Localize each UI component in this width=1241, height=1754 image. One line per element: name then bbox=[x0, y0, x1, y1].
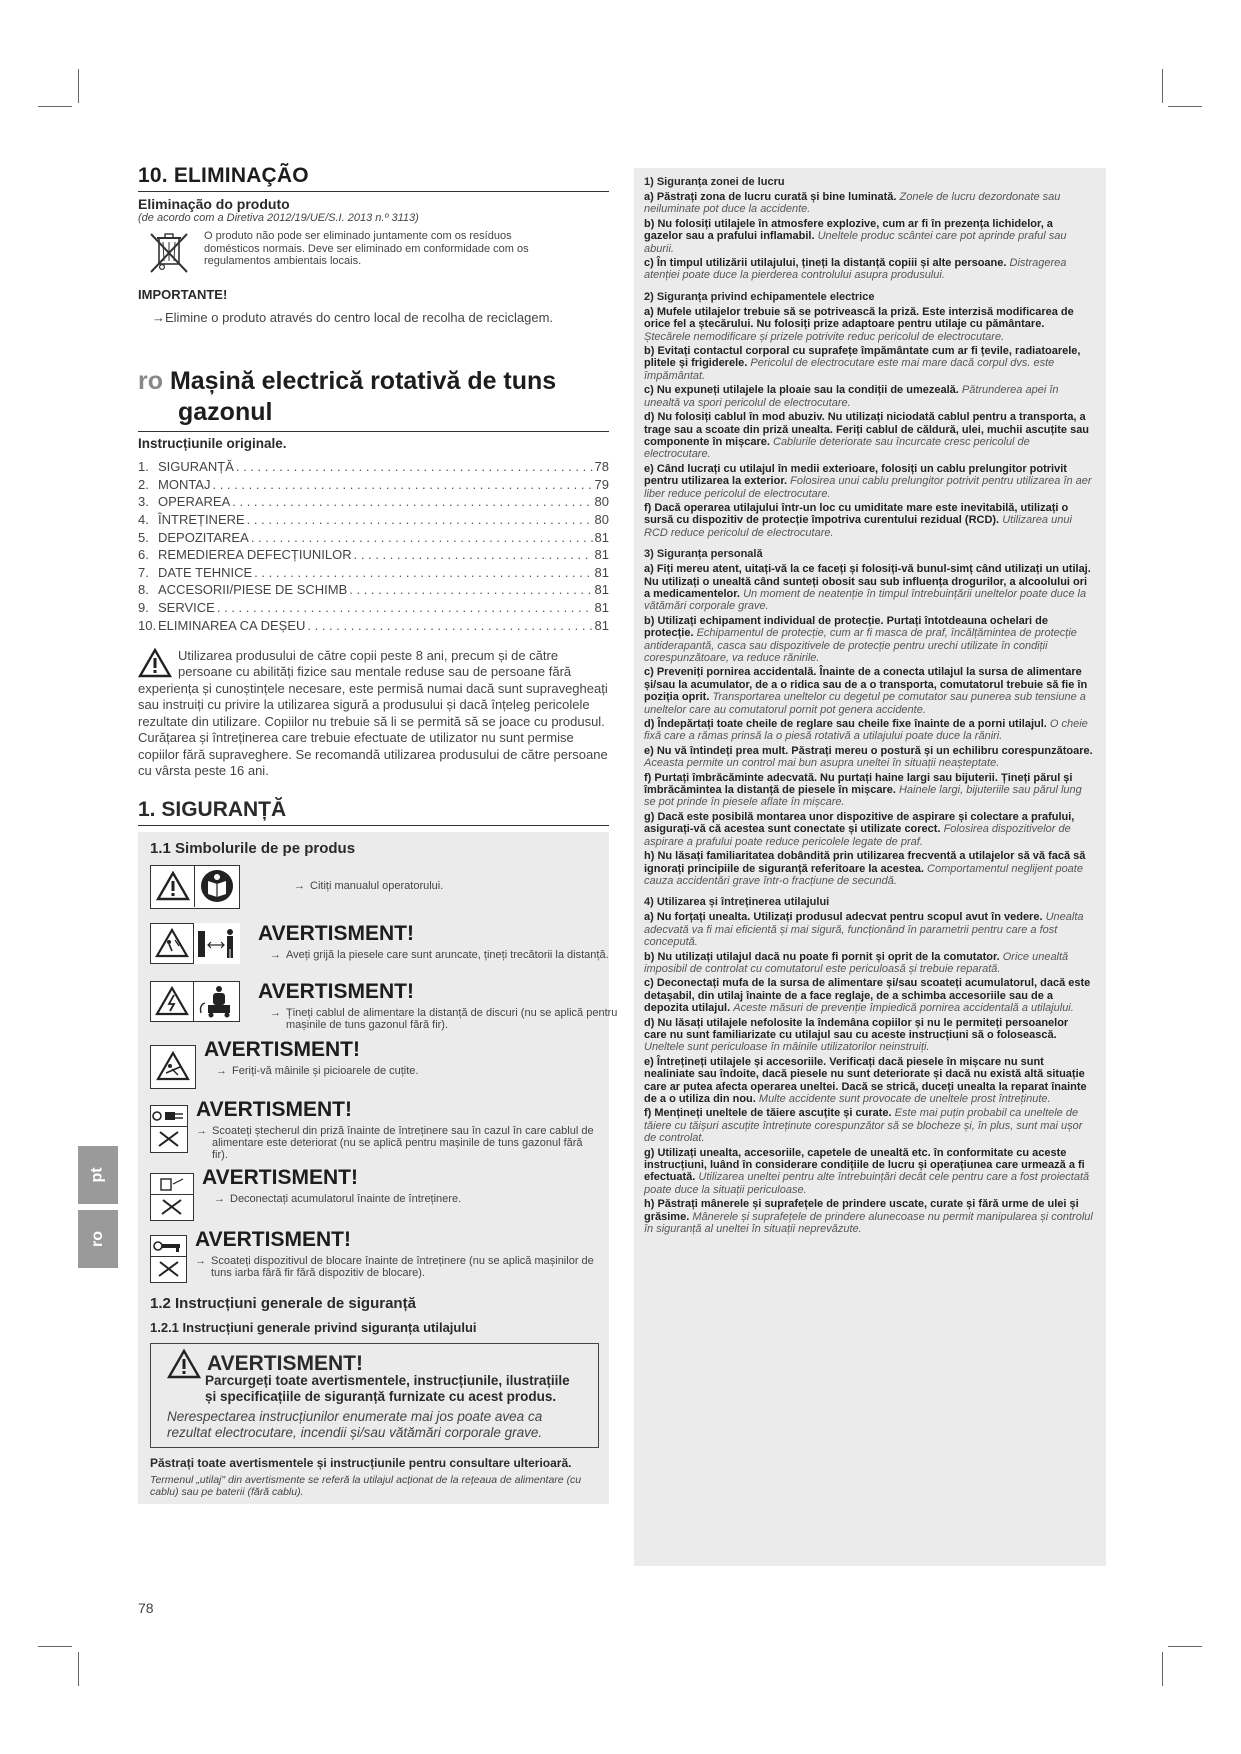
symbol-description: → Deconectați acumulatorul înainte de întreținere. bbox=[214, 1192, 462, 1205]
page-number: 78 bbox=[138, 1600, 154, 1616]
section-heading: 3) Siguranța personală bbox=[644, 548, 763, 561]
avertisment-heading: AVERTISMENT! bbox=[196, 1097, 352, 1121]
rule-paragraph: b) Utilizați echipament individual de protecție. Purtați întotdeauna ochelari de protecție. Echipamentul de protecție, cum ar fi masca de praf, încălțămintea de protecție antiderapantă, casca sau dispozitivele de protecție pentru urechi utilizate în condiții corespunzătoare, va reduce rănirile. bbox=[644, 614, 1077, 664]
rule-paragraph: g) Utilizați unealta, accesoriile, capetele de unealtă etc. în conformitate cu aceste instrucțiuni, luând în considerare condițiile de lucru și operațiunea care urmează a fi efectuată. Utilizarea uneltei pentru alte întrebuințări decât cele pentru care a fost proiectată poate duce la situații periculoase. bbox=[644, 1146, 1090, 1196]
rule-paragraph: a) Fiți mereu atent, uitați-vă la ce faceți și folosiți-vă bunul-simț când utilizați un utilaj. Nu utilizați o unealtă când sunteți obosit sau sub influența drogurilor, a alcoolului ori a medicamentelor. Un moment de neatenție în timpul întrebuințării uneltelor poate duce la vătămări corporale grave. bbox=[644, 563, 1091, 613]
crop-mark bbox=[78, 69, 79, 103]
rule-paragraph: c) Nu expuneți utilajele la ploaie sau la condiții de umezeală. Pătrunderea apei în unealtă va spori pericolul de electrocutare. bbox=[644, 384, 1059, 409]
divider bbox=[138, 431, 609, 432]
crop-mark bbox=[1168, 106, 1202, 107]
symbol-description: → Feriți-vă mâinile și picioarele de cuțite. bbox=[216, 1064, 419, 1077]
toc-item[interactable]: 10. ELIMINAREA CA DEȘEU . . . 81 bbox=[138, 616, 609, 634]
symbol-box bbox=[150, 981, 240, 1025]
crop-mark bbox=[78, 1652, 79, 1686]
toc-item[interactable]: 7. DATE TEHNICE . . . 81 bbox=[138, 564, 609, 582]
crossed-bin-icon bbox=[148, 230, 190, 276]
maintenance-icon bbox=[151, 1194, 193, 1220]
battery-remove-icon bbox=[151, 1174, 193, 1194]
crop-mark bbox=[1162, 69, 1163, 103]
warning-block bbox=[195, 1229, 599, 1279]
table-of-contents bbox=[138, 458, 609, 634]
rule-paragraph: d) Nu folosiți cablul în mod abuziv. Nu utilizați niciodată cablul pentru a transporta, a trage sau a scoate din priză unealta. Feriți cablul de căldură, ulei, muchii ascuțite sau componente în mișcare. Cablurile deteriorate sau încurcate cresc pericolul de electrocutare. bbox=[644, 411, 1090, 461]
crop-mark bbox=[1168, 1646, 1202, 1647]
important-text: →Elimine o produto através do centro local de recolha de reciclagem. bbox=[152, 310, 554, 325]
general-warning-bold: Parcurgeți toate avertismentele, instrucțiunile, ilustrațiile și specificațiile de siguranță furnizate cu acest produs. bbox=[205, 1372, 570, 1404]
child-warning-text: Utilizarea produsului de către copii peste 8 ani, precum și de către persoane cu abilități fizice sau mentale reduse sau de persoane fără experiența și cunoștințele necesare, este permisă numai dacă sunt supravegheați sau instruiți cu privire la utilizarea sigură a produsului și dacă înțeleg pericolele rezultate din utilizare. Copiilor nu trebuie să li se permită să se joace cu produsul. Curățarea și întreținerea care trebuie efectuate de utilizator nu sunt permise copiilor fără supraveghere. Se recomandă utilizarea produsului de către persoane cu vârsta peste 16 ani. bbox=[138, 647, 608, 779]
important-label: IMPORTANTE! bbox=[138, 287, 228, 302]
symbol-box bbox=[150, 923, 240, 967]
symbol-description: → Scoateți dispozitivul de blocare înainte de întreținere (nu se aplică mașinilor de tuns iarba fără fir fără dispozitiv de blocare). bbox=[195, 1254, 594, 1279]
cable-away-icon bbox=[194, 981, 240, 1022]
read-manual-icon bbox=[195, 866, 239, 907]
avertisment-heading: AVERTISMENT! bbox=[202, 1165, 358, 1189]
rule-paragraph: a) Mufele utilajelor trebuie să se potrivească la priză. Este interzisă modificarea de orice fel a ștecărului. Nu folosiți prize adaptoare pentru utilaje cu pământare. Ștecărele nemodificare și prizele potrivite reduc pericolul de electrocutare. bbox=[644, 305, 1074, 343]
symbol-description: → Țineți cablul de alimentare la distanță de discuri (nu se aplică pentru mașinile de tuns gazonul fără fir). bbox=[270, 1006, 618, 1031]
left-column bbox=[138, 164, 618, 1504]
warning-block bbox=[196, 1099, 600, 1161]
warning-triangle-icon bbox=[167, 1349, 201, 1379]
rule-paragraph: f) Mențineți uneltele de tăiere ascuțite și curate. Este mai puțin probabil ca uneltele de tăiere cu tăișuri ascuțite întreținute corespunzător să se blocheze și, în plus, sunt mai ușor de controlat. bbox=[644, 1107, 1083, 1145]
symbol-row bbox=[150, 1037, 599, 1089]
disposal-row bbox=[138, 230, 609, 276]
section-heading: 1) Siguranța zonei de lucru bbox=[644, 176, 785, 188]
symbol-row bbox=[150, 1165, 599, 1221]
symbol-box bbox=[150, 1173, 194, 1221]
keep-instructions: Păstrați toate avertismentele și instrucțiunile pentru consultare ulterioară. bbox=[150, 1455, 572, 1470]
toc-item[interactable]: 8. ACCESORII/PIESE DE SCHIMB . . . 81 bbox=[138, 581, 609, 599]
language-tab-pt[interactable]: pt bbox=[78, 1146, 118, 1204]
title-line-1: Mașină electrică rotativă de tuns bbox=[169, 367, 557, 395]
language-code: ro bbox=[138, 367, 163, 395]
rule-paragraph: a) Păstrați zona de lucru curată și bine luminată. Zonele de lucru dezordonate sau neiluminate pot duce la accidente. bbox=[644, 191, 1061, 216]
rule-paragraph: e) Nu vă întindeți prea mult. Păstrați mereu o postură și un echilibru corespunzătoare. Aceasta permite un control mai bun asupra uneltei în situații neașteptate. bbox=[644, 744, 1093, 770]
symbol-row bbox=[150, 921, 609, 967]
symbol-row bbox=[150, 1227, 599, 1283]
divider bbox=[138, 191, 609, 192]
title-line-2: gazonul bbox=[178, 398, 273, 426]
elimination-subtitle: Eliminação do produto bbox=[138, 196, 290, 212]
rule-paragraph: h) Nu lăsați familiaritatea dobândită prin utilizarea frecventă a utilajelor să vă facă să ignorați principiile de siguranță referitoare la acestea. Comportamentul neglijent poate cauza accidentări grave într-o fracțiune de secundă. bbox=[644, 850, 1086, 887]
rule-paragraph: d) Nu lăsați utilajele nefolosite la îndemâna copiilor și nu le permiteți persoanelor care nu sunt familiarizate cu utilajul sau cu aceste instrucțiuni să o folosească. Uneltele sunt periculoase în mâinile utilizatorilor neinstruiți. bbox=[644, 1016, 1069, 1054]
avertisment-heading: AVERTISMENT! bbox=[195, 1227, 351, 1251]
disposal-text: O produto não pode ser eliminado juntamente com os resíduos domésticos normais. Deve ser eliminado em conformidade com os regulamentos ambientais locais. bbox=[204, 230, 529, 267]
symbol-box bbox=[150, 865, 240, 909]
keep-distance-icon bbox=[194, 923, 240, 964]
unplug-icon bbox=[151, 1106, 187, 1126]
child-warning bbox=[138, 648, 609, 780]
symbol-row bbox=[150, 865, 599, 909]
warning-block bbox=[258, 923, 624, 961]
general-safety-heading: 1.2 Instrucțiuni generale de siguranță bbox=[150, 1294, 416, 1312]
electric-shock-icon bbox=[150, 981, 194, 1022]
general-warning-box bbox=[150, 1343, 599, 1448]
symbol-description: → Scoateți ștecherul din priză înainte de întreținere sau în cazul în care cablul de alimentare este deteriorat (nu se aplică pentru mașinile de tuns gazonul fără fir). bbox=[196, 1124, 594, 1161]
term-definition: Termenul „utilaj" din avertismente se referă la utilajul acționat de la rețeaua de alimentare (cu cablu) sau pe baterii (fără cablu). bbox=[150, 1473, 582, 1498]
thrown-objects-icon bbox=[150, 923, 194, 964]
safety-symbols-box bbox=[138, 832, 618, 1504]
toc-item[interactable]: 6. REMEDIEREA DEFECȚIUNILOR . . . 81 bbox=[138, 546, 609, 564]
rule-paragraph: b) Nu folosiți utilajele în atmosfere explozive, cum ar fi în prezența lichidelor, a gazelor sau a prafului inflamabil. Uneltele produc scântei care pot aprinde praful sau aburii. bbox=[644, 217, 1067, 255]
toc-item[interactable]: 5. DEPOZITAREA . . . 81 bbox=[138, 528, 609, 546]
symbol-box bbox=[150, 1045, 196, 1089]
rule-paragraph: h) Păstrați mânerele și suprafețele de prindere uscate, curate și fără urme de ulei și grăsime. Mânerele și suprafețele de prindere alunecoase nu permit manipularea și controlul în siguranță al uneltei în situații neprevăzute. bbox=[644, 1198, 1093, 1236]
warning-triangle-icon bbox=[138, 648, 172, 678]
rule-paragraph: a) Nu forțați unealta. Utilizați produsul adecvat pentru scopul avut în vedere. Unealta adecvată va fi mai eficientă și mai sigură, funcționând în parametrii pentru care a fost concepută. bbox=[644, 911, 1084, 949]
warning-block bbox=[202, 1167, 461, 1205]
avertisment-heading: AVERTISMENT! bbox=[258, 921, 414, 945]
crop-mark bbox=[38, 106, 72, 107]
avertisment-heading: AVERTISMENT! bbox=[258, 979, 414, 1003]
divider bbox=[138, 825, 609, 826]
section-heading: 4) Utilizarea și întreținerea utilajului bbox=[644, 896, 830, 909]
avertisment-heading: AVERTISMENT! bbox=[207, 1351, 363, 1375]
crop-mark bbox=[38, 1646, 72, 1647]
symbol-description: → Aveți grijă la piesele care sunt aruncate, țineți trecătorii la distanță. bbox=[270, 948, 609, 961]
rule-paragraph: c) Preveniți pornirea accidentală. Înainte de a conecta utilajul la sursa de alimentare și/sau la acumulator, de a o ridica sau de a o transporta, comutatorul trebuie să fie în poziția oprit. Transportarea uneltelor cu degetul pe comutator sau punerea sub tensiune a uneltelor care au comutatorul pornit pot genera accidente. bbox=[644, 666, 1088, 716]
toc-item[interactable]: 9. SERVICE . . . 81 bbox=[138, 599, 609, 617]
language-tab-ro[interactable]: ro bbox=[78, 1210, 118, 1268]
right-column-safety-rules bbox=[634, 168, 1106, 1566]
rule-paragraph: f) Purtați îmbrăcăminte adecvată. Nu purtați haine largi sau bijuterii. Țineți părul și îmbrăcămintea la distanță de piesele în mișcare. Hainele largi, bijuteriile sau părul lung se pot prinde în piesele aflate în mișcare. bbox=[644, 771, 1082, 809]
symbol-row bbox=[150, 979, 618, 1031]
rule-paragraph: b) Nu utilizați utilajul dacă nu poate fi pornit și oprit de la comutator. Orice unealtă imposibil de controlat cu comutatorul este periculoasă și trebuie reparată. bbox=[644, 950, 1069, 975]
rule-paragraph: e) Când lucrați cu utilajul în medii exterioare, folosiți un cablu prelungitor potrivit pentru utilizarea la exterior. Folosirea unui cablu prelungitor potrivit pentru utilizarea în aer liber reduce pericolul de electrocutare. bbox=[644, 462, 1092, 500]
section-heading: 2) Siguranța privind echipamentele electrice bbox=[644, 290, 875, 303]
maintenance-icon bbox=[151, 1126, 187, 1152]
warning-triangle-icon bbox=[151, 866, 195, 907]
general-warning-italic: Nerespectarea instrucțiunilor enumerate mai jos poate avea ca rezultat electrocutare, incendii și/sau vătămări corporale grave. bbox=[167, 1408, 543, 1440]
symbol-box bbox=[150, 1105, 188, 1153]
safety-title: 1. SIGURANȚĂ bbox=[138, 797, 287, 821]
symbol-box bbox=[150, 1235, 187, 1283]
warning-block bbox=[258, 981, 644, 1031]
avertisment-heading: AVERTISMENT! bbox=[204, 1037, 360, 1061]
crop-mark bbox=[1162, 1652, 1163, 1686]
rule-paragraph: d) Îndepărtați toate cheile de reglare sau cheile fixe înainte de a porni utilajul. O cheie fixă care a rămas prinsă la o piesă rotativă a utilajului poate duce la răniri. bbox=[644, 718, 1088, 743]
general-safety-subheading: 1.2.1 Instrucțiuni generale privind siguranța utilajului bbox=[150, 1319, 477, 1335]
elimination-title: 10. ELIMINAÇÃO bbox=[138, 164, 309, 187]
toc-item[interactable]: 1. SIGURANȚĂ . . . 78 bbox=[138, 458, 609, 476]
rule-paragraph: e) Întrețineți utilajele și accesoriile. Verificați dacă piesele în mișcare nu sunt nealiniate sau îndoite, dacă piesele nu sunt deteriorate și dacă nu există altă situație care ar putea afecta operarea uneltei. Dacă se strică, duceți unealta la reparat înainte de a o utiliza din nou. Multe accidente sunt provocate de uneltele prost întreținute. bbox=[644, 1055, 1087, 1105]
rule-paragraph: c) În timpul utilizării utilajului, țineți la distanță copiii și alte persoane. Distragerea atenției poate duce la pierderea controlului asupra produsului. bbox=[644, 257, 1067, 282]
symbol-row bbox=[150, 1097, 599, 1161]
original-instructions: Instrucțiunile originale. bbox=[138, 436, 287, 451]
romanian-title bbox=[138, 366, 609, 428]
symbols-heading: 1.1 Simbolurile de pe produs bbox=[150, 839, 356, 857]
rule-paragraph: g) Dacă este posibilă montarea unor dispozitive de aspirare și colectare a prafului, asigurați-vă că acestea sunt conectate și utilizate corect. Folosirea dispozitivelor de aspirare a prafului poate reduce pericolele legate de praf. bbox=[644, 810, 1075, 848]
toc-item[interactable]: 3. OPERAREA . . . 80 bbox=[138, 493, 609, 511]
directive-note: (de acordo com a Diretiva 2012/19/UE/S.I. 2013 n.º 3113) bbox=[138, 212, 419, 224]
key-remove-icon bbox=[151, 1236, 186, 1256]
maintenance-icon bbox=[151, 1256, 186, 1282]
rule-paragraph: c) Deconectați mufa de la sursa de alimentare și/sau scoateți acumulatorul, dacă este detașabil, din utilaj înainte de a face reglaje, de a schimba accesoriile sau de a depozita utilajul. Aceste măsuri de prevenție împiedică pornirea accidentală a utilajului. bbox=[644, 977, 1091, 1015]
toc-item[interactable]: 2. MONTAJ . . . 79 bbox=[138, 476, 609, 494]
toc-item[interactable]: 4. ÎNTREȚINERE . . . 80 bbox=[138, 511, 609, 529]
rule-paragraph: b) Evitați contactul corporal cu suprafețe împământate cum ar fi țevile, radiatoarele, plitele și frigiderele. Pericolul de electrocutare este mai mare dacă corpul dvs. este împământat. bbox=[644, 345, 1081, 382]
warning-block bbox=[204, 1039, 418, 1077]
blade-hazard-icon bbox=[151, 1046, 195, 1087]
symbol-description: → Citiți manualul operatorului. bbox=[294, 879, 444, 892]
rule-paragraph: f) Dacă operarea utilajului într-un loc cu umiditate mare este inevitabilă, utilizați o sursă cu dispozitiv de protecție împotriva curentului rezidual (RCD). Utilizarea unui RCD reduce pericolul de electrocutare. bbox=[644, 501, 1072, 539]
